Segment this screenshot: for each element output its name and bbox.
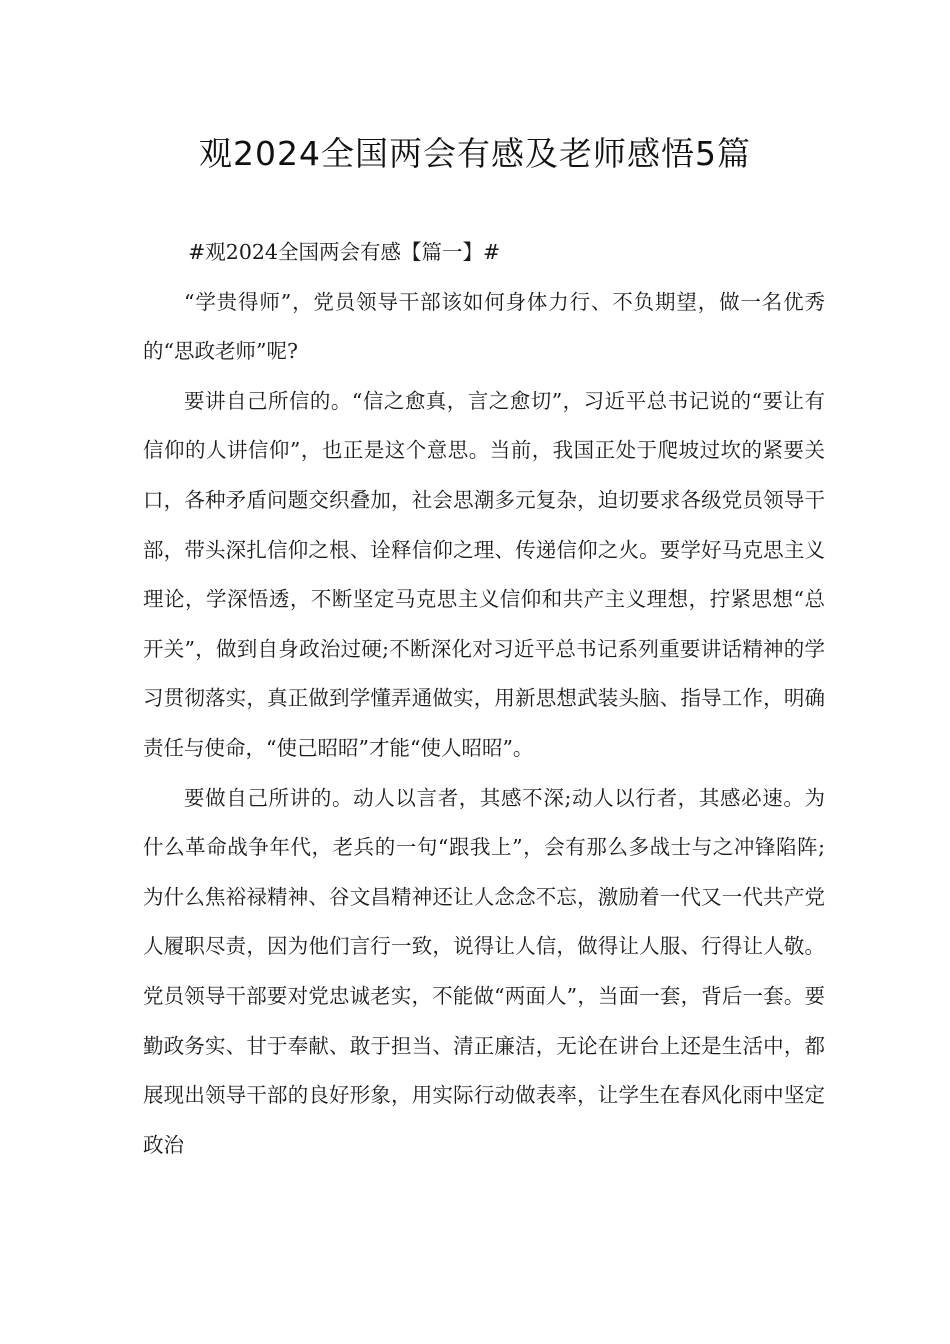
section-heading: #观2024全国两会有感【篇一】# xyxy=(188,240,501,264)
paragraph-3: 要做自己所讲的。动人以言者，其感不深;动人以行者，其感必速。为什么革命战争年代，老兵的一句“跟我上”，会有那么多战士与之冲锋陷阵;为什么焦裕禄精神、谷文昌精神还让人念念不忘，激励着一代又一代共产党人履职尽责，因为他们言行一致，说得让人信，做得让人服、行得让人敬。党员领导干部要对党忠诚老实，不能做“两面人”，当面一套，背后一套。要勤政务实、甘于奉献、敢于担当、清正廉洁，无论在讲台上还是生活中，都展现出领导干部的良好形象，用实际行动做表率，让学生在春风化雨中坚定政治 xyxy=(143,785,825,1157)
document-title: 观2024全国两会有感及老师感悟5篇 xyxy=(199,134,751,173)
paragraph-1: “学贵得师”，党员领导干部该如何身体力行、不负期望，做一名优秀的“思政老师”呢? xyxy=(143,289,825,364)
paragraph-2: 要讲自己所信的。“信之愈真，言之愈切”，习近平总书记说的“要让有信仰的人讲信仰”，也正是这个意思。当前，我国正处于爬坡过坎的紧要关口，各种矛盾问题交织叠加，社会思潮多元复杂，迫切要求各级党员领导干部，带头深扎信仰之根、诠释信仰之理、传递信仰之火。要学好马克思主义理论，学深悟透，不断坚定马克思主义信仰和共产主义理想，拧紧思想“总开关”，做到自身政治过硬;不断深化对习近平总书记系列重要讲话精神的学习贯彻落实，真正做到学懂弄通做实，用新思想武装头脑、指导工作，明确责任与使命，“使己昭昭”才能“使人昭昭”。 xyxy=(143,388,825,760)
document-body xyxy=(143,228,825,1170)
